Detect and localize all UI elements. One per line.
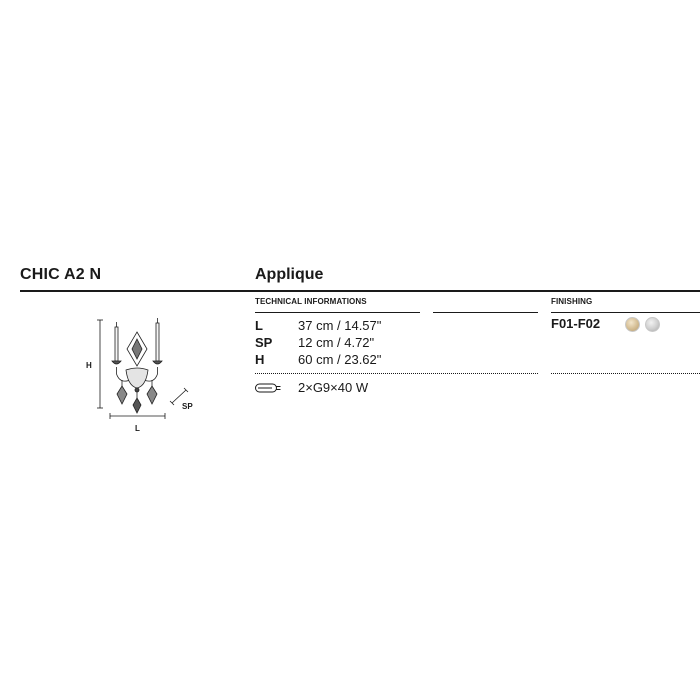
product-diagram — [80, 318, 210, 438]
gold-finish-swatch — [625, 317, 640, 332]
depth-label: SP — [182, 402, 193, 411]
sconce-drawing — [112, 318, 162, 413]
technical-heading: TECHNICAL INFORMATIONS — [255, 297, 367, 306]
spec-key: L — [255, 318, 263, 333]
height-label: H — [86, 361, 92, 370]
length-label: L — [135, 424, 140, 433]
spec-value: 60 cm / 23.62" — [298, 352, 382, 367]
spec-dotted-divider — [255, 373, 538, 374]
product-name: CHIC A2 N — [20, 266, 102, 283]
spec-value: 37 cm / 14.57" — [298, 318, 382, 333]
finish-codes: F01-F02 — [551, 316, 601, 331]
spec-value: 12 cm / 4.72" — [298, 335, 375, 350]
finishing-heading: FINISHING — [551, 297, 593, 306]
spec-key: H — [255, 352, 265, 367]
finishing-dotted-divider — [551, 373, 700, 374]
finishing-divider — [551, 312, 700, 313]
spec-key: SP — [255, 335, 273, 350]
technical-divider-secondary — [433, 312, 538, 313]
length-dimension-line — [110, 413, 165, 419]
silver-finish-swatch — [645, 317, 660, 332]
header-divider — [20, 290, 700, 292]
product-type: Applique — [255, 266, 324, 283]
g9-bulb-icon — [255, 382, 281, 394]
bulb-spec: 2×G9×40 W — [298, 380, 369, 395]
height-dimension-line — [97, 320, 103, 408]
technical-divider — [255, 312, 420, 313]
